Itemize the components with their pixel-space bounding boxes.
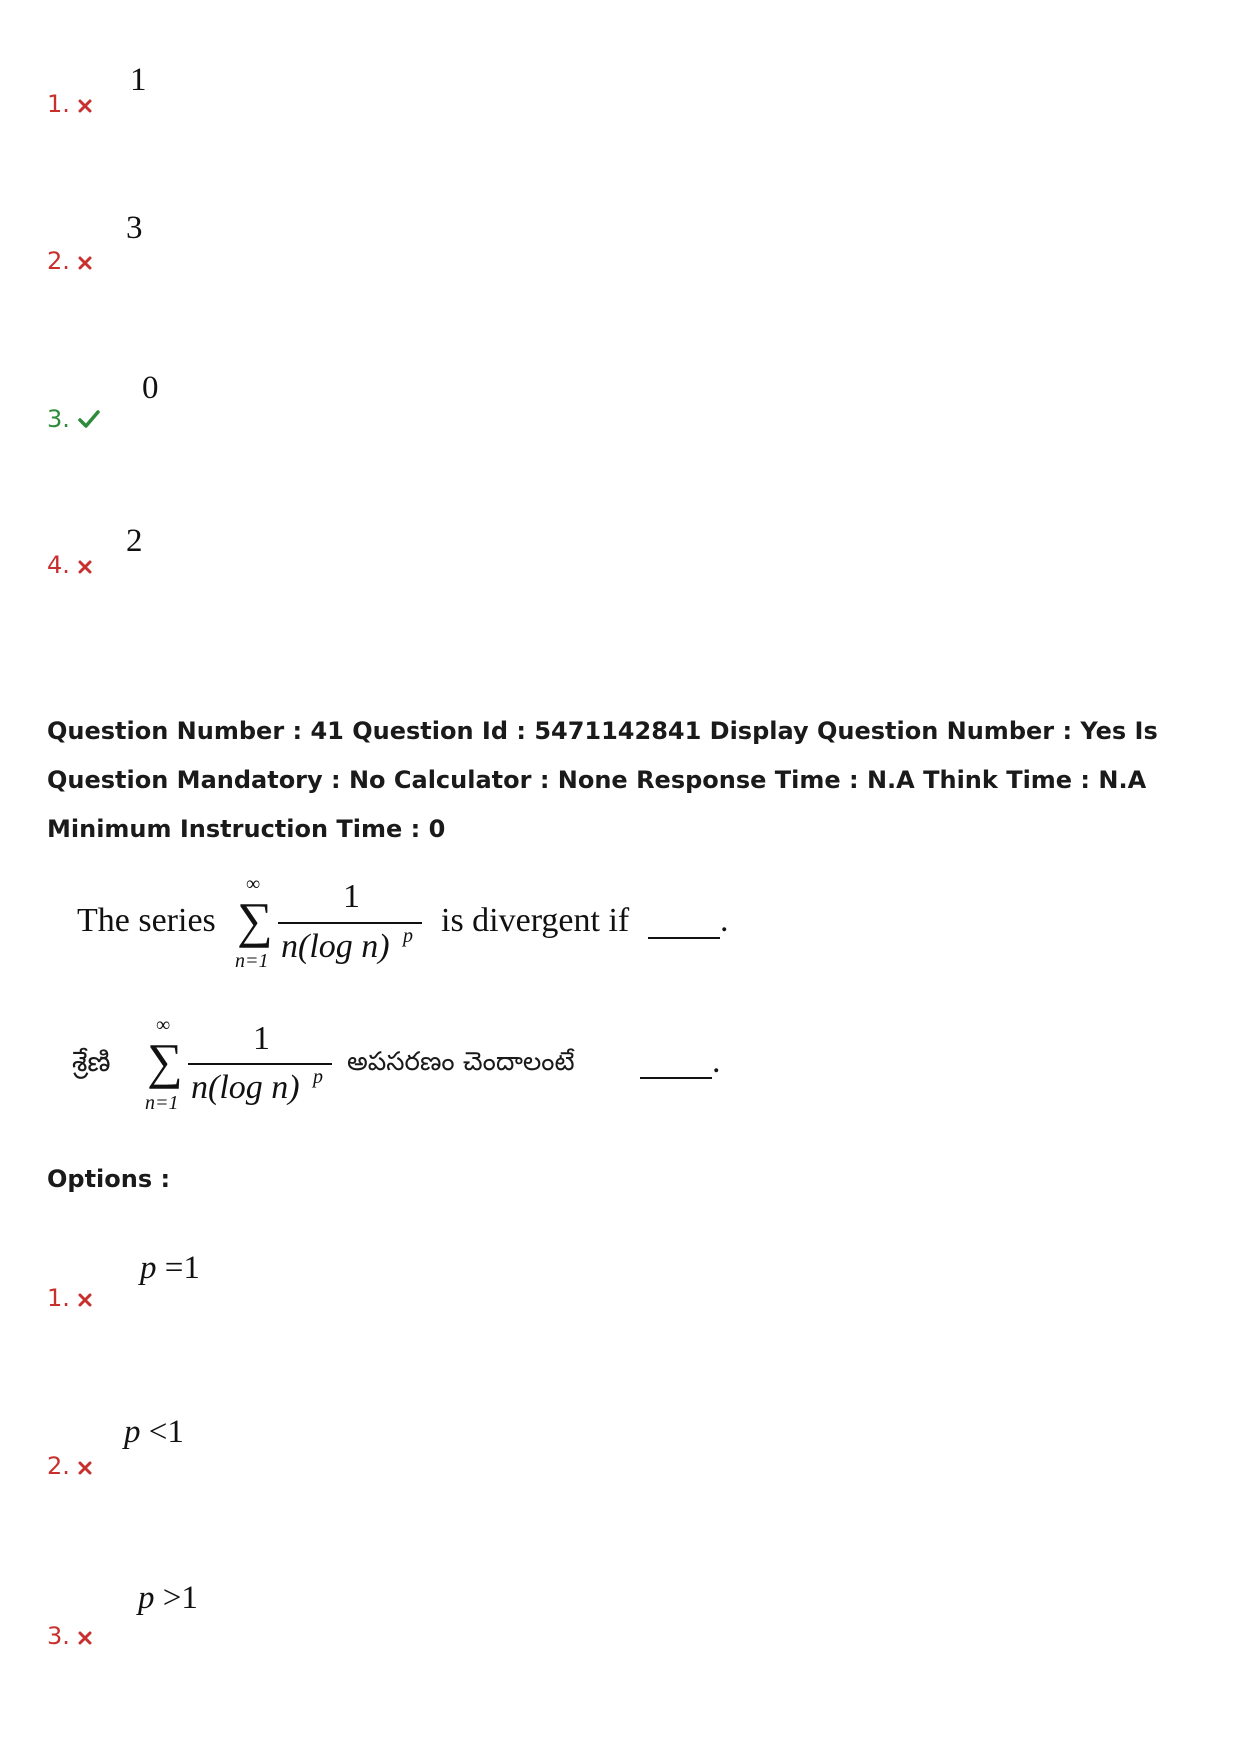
question-en-end: . <box>720 902 729 939</box>
cross-icon <box>78 1623 92 1651</box>
prev-option-4-value: 2 <box>126 523 143 559</box>
fraction-numerator: 1 <box>343 878 360 915</box>
option-3 <box>47 1622 92 1651</box>
cross-icon <box>78 552 92 580</box>
exponent-p: p <box>313 1066 323 1088</box>
prev-option-2-value: 3 <box>126 210 143 246</box>
option-relation: <1 <box>148 1414 184 1450</box>
option-variable: p <box>124 1414 141 1450</box>
sigma-icon: ∑ <box>147 1033 183 1089</box>
fraction-bar <box>188 1063 332 1065</box>
exponent-p: p <box>403 925 413 947</box>
cross-icon <box>78 1453 92 1481</box>
question-en-prefix: The series <box>77 902 216 939</box>
fraction-denominator: n(log n) <box>281 928 390 965</box>
prev-option-1 <box>47 90 92 119</box>
option-number: 1. <box>47 1284 70 1312</box>
sum-upper-limit: ∞ <box>246 873 261 895</box>
sum-lower-limit: n=1 <box>235 950 269 972</box>
prev-option-3-value: 0 <box>142 370 159 406</box>
question-te-prefix: శ్రేణి <box>72 1045 111 1078</box>
question-en-suffix: is divergent if <box>441 902 630 939</box>
answer-blank <box>640 1077 712 1079</box>
options-label: Options : <box>47 1165 171 1193</box>
option-number: 2. <box>47 1452 70 1480</box>
option-1 <box>47 1284 92 1313</box>
prev-option-3 <box>47 405 100 434</box>
fraction-numerator: 1 <box>253 1020 270 1057</box>
option-number: 2. <box>47 247 70 275</box>
option-number: 3. <box>47 1622 70 1650</box>
cross-icon <box>78 248 92 276</box>
check-icon <box>78 406 100 434</box>
prev-option-2 <box>47 247 92 276</box>
fraction-denominator: n(log n) <box>191 1069 300 1106</box>
option-number: 4. <box>47 551 70 579</box>
question-te-suffix: అపసరణం చెందాలంటే <box>347 1047 575 1077</box>
option-3-value <box>138 1580 198 1617</box>
sum-lower-limit: n=1 <box>145 1092 179 1114</box>
question-meta: Question Number : 41 Question Id : 5471142841 Display Question Number : Yes Is Question Mandatory : No Calculator : None Response Time : N.A Think Time : N.A Minimum Instruction Time : 0 <box>47 717 1158 843</box>
option-2-value <box>124 1414 184 1451</box>
option-relation: =1 <box>164 1250 200 1286</box>
sum-upper-limit: ∞ <box>156 1014 171 1036</box>
question-te-end: . <box>712 1043 721 1080</box>
option-variable: p <box>140 1250 157 1286</box>
option-1-value <box>140 1250 200 1287</box>
option-number: 3. <box>47 405 70 433</box>
sigma-icon: ∑ <box>237 892 273 948</box>
option-number: 1. <box>47 90 70 118</box>
answer-blank <box>648 937 720 939</box>
option-2 <box>47 1452 92 1481</box>
option-relation: >1 <box>162 1580 198 1616</box>
cross-icon <box>78 1285 92 1313</box>
fraction-bar <box>278 922 422 924</box>
cross-icon <box>78 91 92 119</box>
prev-option-1-value: 1 <box>130 62 147 98</box>
option-variable: p <box>138 1580 155 1616</box>
prev-option-4 <box>47 551 92 580</box>
